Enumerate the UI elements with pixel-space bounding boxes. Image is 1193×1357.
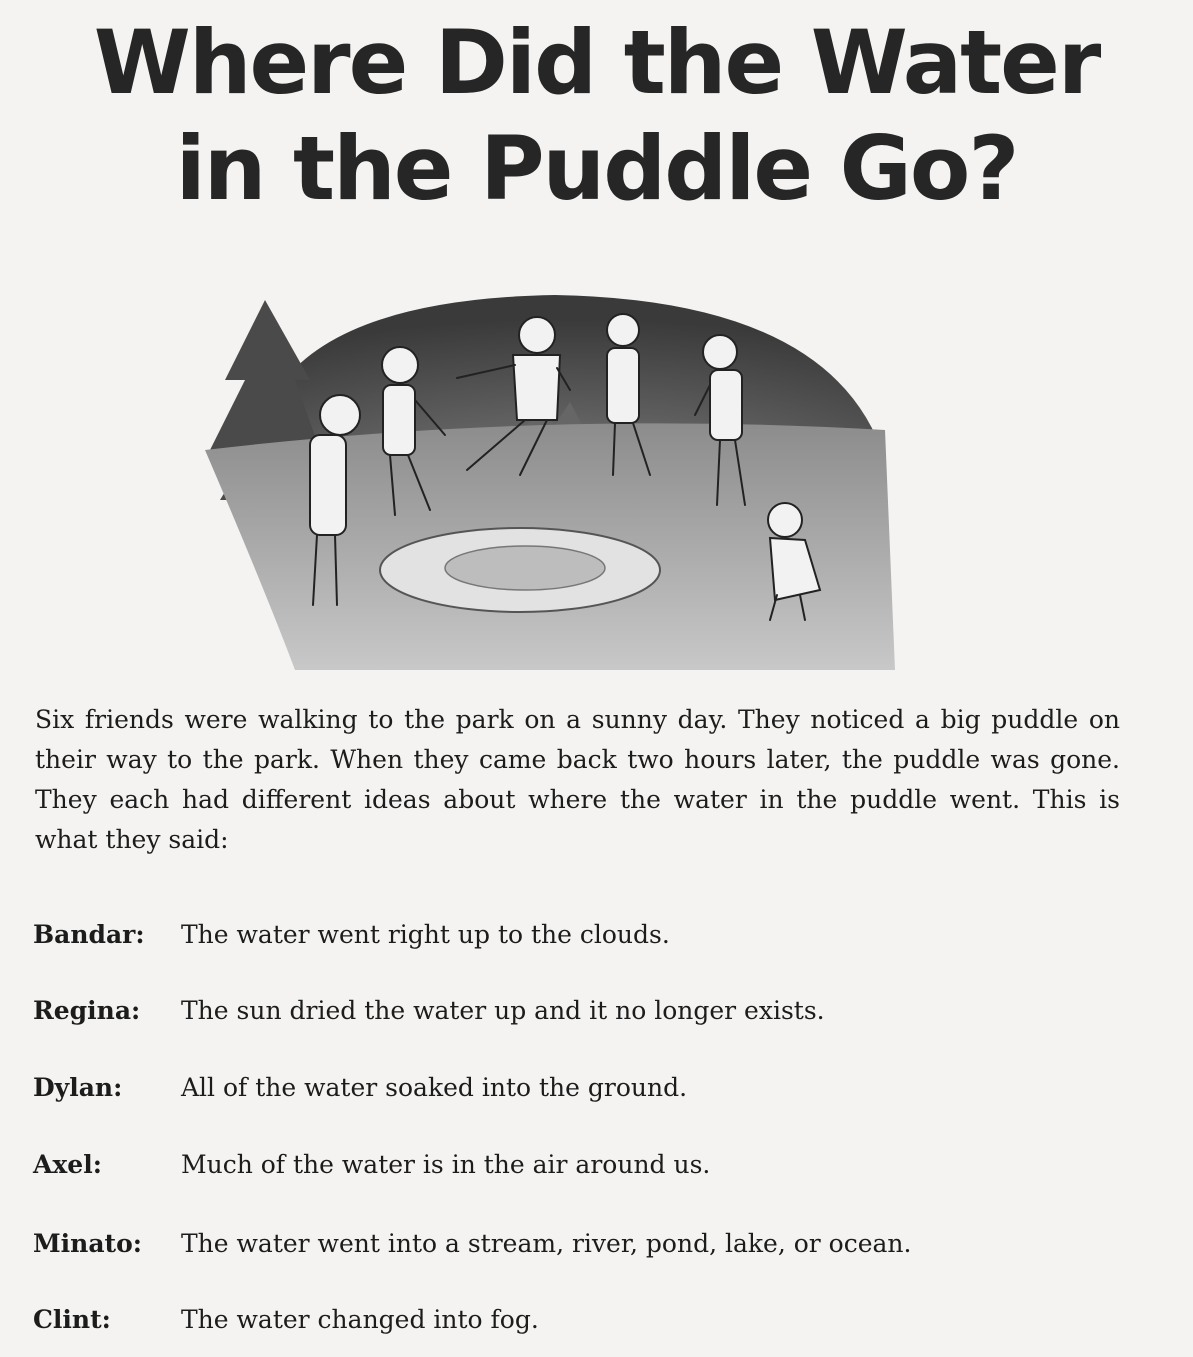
- title-line-1: Where Did the Water: [93, 11, 1100, 114]
- title-line-2: in the Puddle Go?: [175, 117, 1018, 220]
- speaker-name: Bandar:: [33, 920, 145, 949]
- story-paragraph: Six friends were walking to the park on a sunny day. They noticed a big puddle on their way to the park. When they came back two hours later, the puddle was gone. They each had different ideas about where the water in the puddle went. This is what they said:: [35, 705, 1120, 854]
- speaker-name: Axel:: [33, 1150, 102, 1179]
- speaker-statement: Much of the water is in the air around us.: [181, 1150, 711, 1179]
- speaker-name: Clint:: [33, 1305, 111, 1334]
- speaker-statement: All of the water soaked into the ground.: [181, 1073, 688, 1102]
- puddle-illustration: [195, 290, 895, 670]
- page-title: [0, 10, 1193, 222]
- speaker-name: Regina:: [33, 996, 141, 1025]
- speaker-statement: The water went into a stream, river, pond, lake, or ocean.: [181, 1229, 912, 1258]
- speaker-name: Minato:: [33, 1229, 142, 1258]
- speaker-statement: The sun dried the water up and it no longer exists.: [181, 996, 825, 1025]
- speaker-statement: The water changed into fog.: [181, 1305, 539, 1334]
- speaker-name: Dylan:: [33, 1073, 123, 1102]
- speaker-statement: The water went right up to the clouds.: [181, 920, 670, 949]
